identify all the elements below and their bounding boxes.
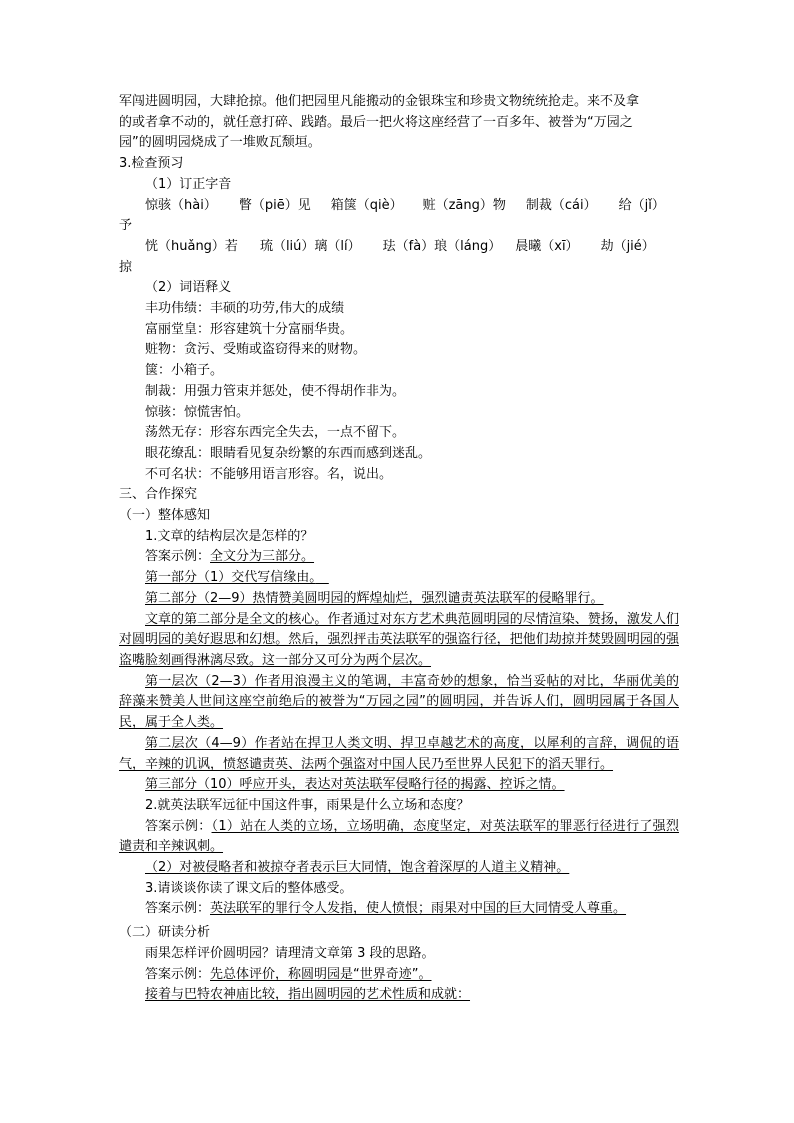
vocab-item: 箧：小箱子。 [145,363,224,379]
vocab-item: 眼花缭乱：眼睛看见复杂纷繁的东西而感到迷乱。 [145,445,432,461]
vocab-item: 丰功伟绩：丰硕的功劳,伟大的成绩 [145,301,345,317]
vocab-item: 赃物：贪污、受贿或盗窃得来的财物。 [145,342,367,358]
question-1: 1.文章的结构层次是怎样的？ [145,528,314,544]
pronunciation-heading: （1）订正字音 [145,176,232,192]
pron-item: 制裁（cái） [525,197,597,213]
pron-item: 劫（jié） [600,238,655,254]
answer-1 [119,547,679,568]
answer-text: （1）站在人类的立场，立场明确，态度坚定，对英法联军的罪恶行径进行了强烈谴责和辛辣讽刺。 [119,818,679,855]
answer-2-item-2: （2）对被侵略者和被掠夺者表示巨大同情，饱含着深厚的人道主义精神。 [145,860,570,876]
pron-item: 琉（liú）璃（lí） [259,238,361,254]
intro-line-3: 园”的圆明园烧成了一堆败瓦颓垣。 [119,135,321,151]
answer-label: 答案示例： [145,818,212,834]
vocab-item: 富丽堂皇：形容建筑十分富丽华贵。 [145,321,354,337]
pron-item: 给（jǐ） [618,197,665,213]
question-3: 3.请谈谈你读了课文后的整体感受。 [145,880,353,896]
analysis-answer [119,965,679,986]
pron-item: 惊骇（hài） [145,197,217,213]
pron-item: 珐（fà）琅（láng） [382,238,502,254]
pron-item: 瞥（piē）见 [238,197,311,213]
section-heading: 三、合作探究 [119,487,198,503]
answer-text: 全文分为三部分。 [210,549,315,565]
subsection-heading-analysis: （二）研读分析 [119,925,211,941]
answer-label: 答案示例： [145,549,211,565]
preview-heading: 3.检查预习 [119,156,184,172]
pron-item: 箱箧（qiè） [330,197,403,213]
analysis-next: 接着与巴特农神庙比较，指出圆明园的艺术性质和成就： [145,987,471,1003]
intro-line-1: 军闯进圆明园，大肆抢掠。他们把园里凡能搬动的金银珠宝和珍贵文物统统抢走。来不及拿 [119,94,640,109]
intro-line-2: 的或者拿不动的，就任意打碎、践踏。最后一把火将这座经营了一百多年、被誉为“万园之 [119,114,633,130]
vocab-item: 制裁：用强力管束并惩处，使不得胡作非为。 [145,383,406,399]
pronunciation-row-2-cont: 掠 [119,259,133,275]
structure-part-one: 第一部分（1）交代写信缘由。 [145,570,316,586]
answer-2 [119,817,679,858]
pron-item: 晨曦（xī） [515,238,579,254]
vocab-item: 荡然无存：形容东西完全失去，一点不留下。 [145,425,406,441]
answer-text: 先总体评价，称圆明园是“世界奇迹”。 [210,966,432,982]
vocab-item: 不可名状：不能够用语言形容。名，说出。 [145,466,393,482]
subsection-heading-overall: （一）整体感知 [119,508,211,524]
level-one-paragraph: 第一层次（2—3）作者用浪漫主义的笔调，丰富奇妙的想象，恰当妥帖的对比，华丽优美的辞藻来赞美人世间这座空前绝后的被誉为“万园之园”的圆明园，并告诉人们，圆明园属于各国人民，属于全人类。 [119,673,679,731]
vocab-heading: （2）词语释义 [145,280,232,296]
vocab-item: 惊骇：惊慌害怕。 [145,404,250,420]
answer-3 [119,899,679,920]
pronunciation-row-2 [119,237,679,258]
pronunciation-row-1-cont: 予 [119,218,133,234]
answer-label: 答案示例： [145,966,211,982]
pronunciation-row-1 [119,196,679,217]
core-paragraph: 文章的第二部分是全文的核心。作者通过对东方艺术典范圆明园的尽情渲染、赞扬，激发人们对圆明园的美好遐思和幻想。然后，强烈抨击英法联军的强盗行径，把他们劫掠并焚毁圆明园的强盗嘴脸刻画得淋漓尽致。这一部分又可分为两个层次。 [119,611,679,668]
pron-item: 赃（zāng）物 [422,197,506,213]
question-2: 2.就英法联军远征中国这件事，雨果是什么立场和态度？ [145,797,470,813]
level-two-paragraph: 第二层次（4—9）作者站在捍卫人类文明、捍卫卓越艺术的高度，以犀利的言辞，调侃的语气，辛辣的讥讽，愤怒谴责英、法两个强盗对中国人民乃至世界人民犯下的滔天罪行。 [119,735,679,772]
document-page [119,92,679,1006]
structure-part-three: 第三部分（10）呼应开头，表达对英法联军侵略行径的揭露、控诉之情。 [145,777,565,793]
answer-text: 英法联军的罪行令人发指，使人愤恨；雨果对中国的巨大同情受人尊重。 [210,901,627,917]
analysis-question: 雨果怎样评价圆明园？请理清文章第 3 段的思路。 [145,945,435,961]
structure-part-two: 第二部分（2—9）热情赞美圆明园的辉煌灿烂，强烈谴责英法联军的侵略罪行。 [145,590,604,606]
answer-label: 答案示例： [145,901,211,917]
pron-item: 恍（huǎng）若 [145,238,238,254]
